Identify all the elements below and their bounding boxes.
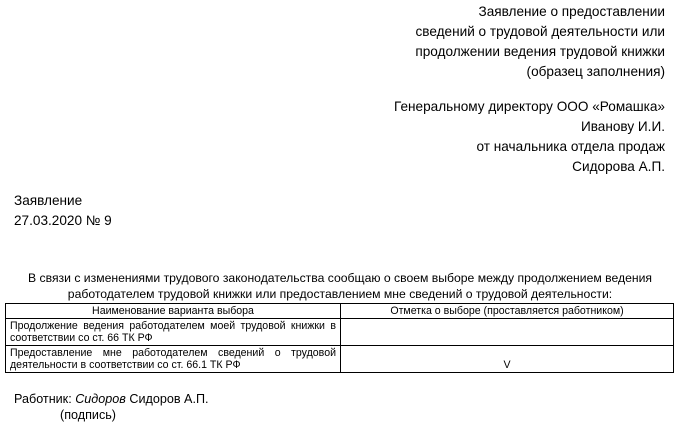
heading-line-1: Заявление о предоставлении xyxy=(478,4,665,19)
document-date-number: 27.03.2020 № 9 xyxy=(14,213,112,228)
option-cell: Предоставление мне работодателем сведений о трудовой деятельности в соответствии со ст. 66.1 ТК РФ xyxy=(6,346,341,373)
addressee-line-3: от начальника отдела продаж xyxy=(476,139,665,154)
mark-cell: V xyxy=(341,346,674,373)
handwritten-signature: Сидоров xyxy=(75,392,126,406)
table-header-row xyxy=(6,304,674,319)
column-header-option: Наименование варианта выбора xyxy=(6,304,341,319)
mark-cell xyxy=(341,319,674,346)
document-heading xyxy=(415,2,665,82)
addressee-line-4: Сидорова А.П. xyxy=(572,159,665,174)
document-title: Заявление xyxy=(14,193,83,208)
addressee-block xyxy=(394,97,665,177)
column-header-mark: Отметка о выборе (проставляется работником) xyxy=(341,304,674,319)
table-row xyxy=(6,319,674,346)
document-meta xyxy=(14,191,112,231)
addressee-line-2: Иванову И.И. xyxy=(580,119,665,134)
heading-line-4: (образец заполнения) xyxy=(526,64,665,79)
signature-label: Работник: xyxy=(14,392,72,406)
intro-paragraph: В связи с изменениями трудового законодательства сообщаю о своем выборе между продолжением ведения работодателем трудовой книжки или предоставлением мне сведений о трудовой деятельности: xyxy=(28,271,652,301)
addressee-line-1: Генеральному директору ООО «Ромашка» xyxy=(394,99,665,114)
heading-line-3: продолжении ведения трудовой книжки xyxy=(415,44,665,59)
signature-caption: (подпись) xyxy=(60,408,116,422)
option-cell: Продолжение ведения работодателем моей трудовой книжки в соответствии со ст. 66 ТК РФ xyxy=(6,319,341,346)
choice-table xyxy=(5,303,674,373)
signatory-name: Сидоров А.П. xyxy=(129,392,209,406)
heading-line-2: сведений о трудовой деятельности или xyxy=(415,24,665,39)
table-row xyxy=(6,346,674,373)
